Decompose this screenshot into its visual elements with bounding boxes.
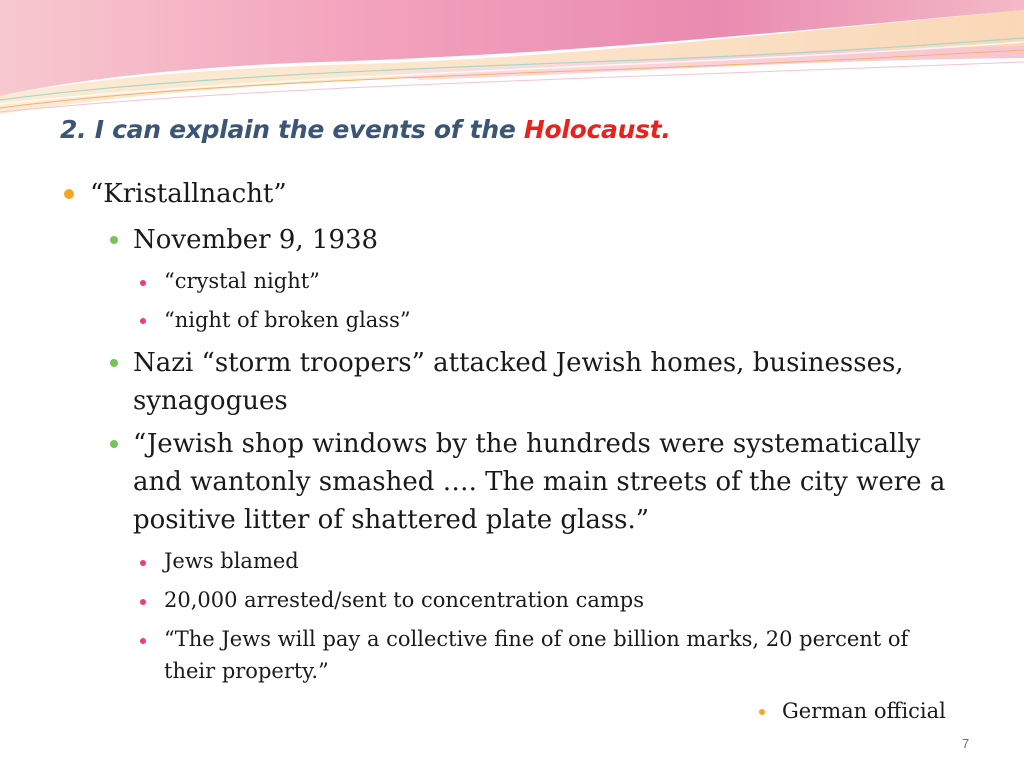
bullet-dot-icon xyxy=(140,560,146,566)
bullet-item: “night of broken glass” xyxy=(164,308,411,332)
decorative-header-banner xyxy=(0,0,1024,130)
bullet-dot-icon xyxy=(140,280,146,286)
title-highlight: Holocaust xyxy=(523,115,662,144)
bullet-item: “Kristallnacht” xyxy=(90,179,287,209)
bullet-item: “Jewish shop windows by the hundreds were systematically xyxy=(133,429,921,459)
bullet-item-continuation: positive litter of shattered plate glass.” xyxy=(133,505,650,535)
bullet-dot-icon xyxy=(110,440,118,448)
bullet-item-continuation: and wantonly smashed …. The main streets of the city were a xyxy=(133,467,946,497)
bullet-item: “The Jews will pay a collective fine of one billion marks, 20 percent of xyxy=(164,627,909,651)
slide-title xyxy=(60,115,671,144)
page-number: 7 xyxy=(962,736,970,751)
bullet-dot-icon xyxy=(110,236,118,244)
bullet-dot-icon xyxy=(140,599,146,605)
bullet-dot-icon xyxy=(140,638,146,644)
bullet-item: German official xyxy=(782,699,946,723)
title-suffix: . xyxy=(661,115,671,144)
bullet-dot-icon xyxy=(64,189,74,199)
bullet-item: “crystal night” xyxy=(164,269,320,293)
bullet-item: Jews blamed xyxy=(164,549,299,573)
title-prefix: 2. I can explain the events of the xyxy=(60,115,524,144)
bullet-item: Nazi “storm troopers” attacked Jewish homes, businesses, xyxy=(133,348,904,378)
bullet-item-continuation: their property.” xyxy=(164,659,329,683)
bullet-dot-icon xyxy=(140,318,146,324)
bullet-dot-icon xyxy=(759,709,765,715)
bullet-item-continuation: synagogues xyxy=(133,386,288,416)
bullet-dot-icon xyxy=(110,359,118,367)
bullet-item: 20,000 arrested/sent to concentration camps xyxy=(164,588,644,612)
bullet-item: November 9, 1938 xyxy=(133,225,379,255)
